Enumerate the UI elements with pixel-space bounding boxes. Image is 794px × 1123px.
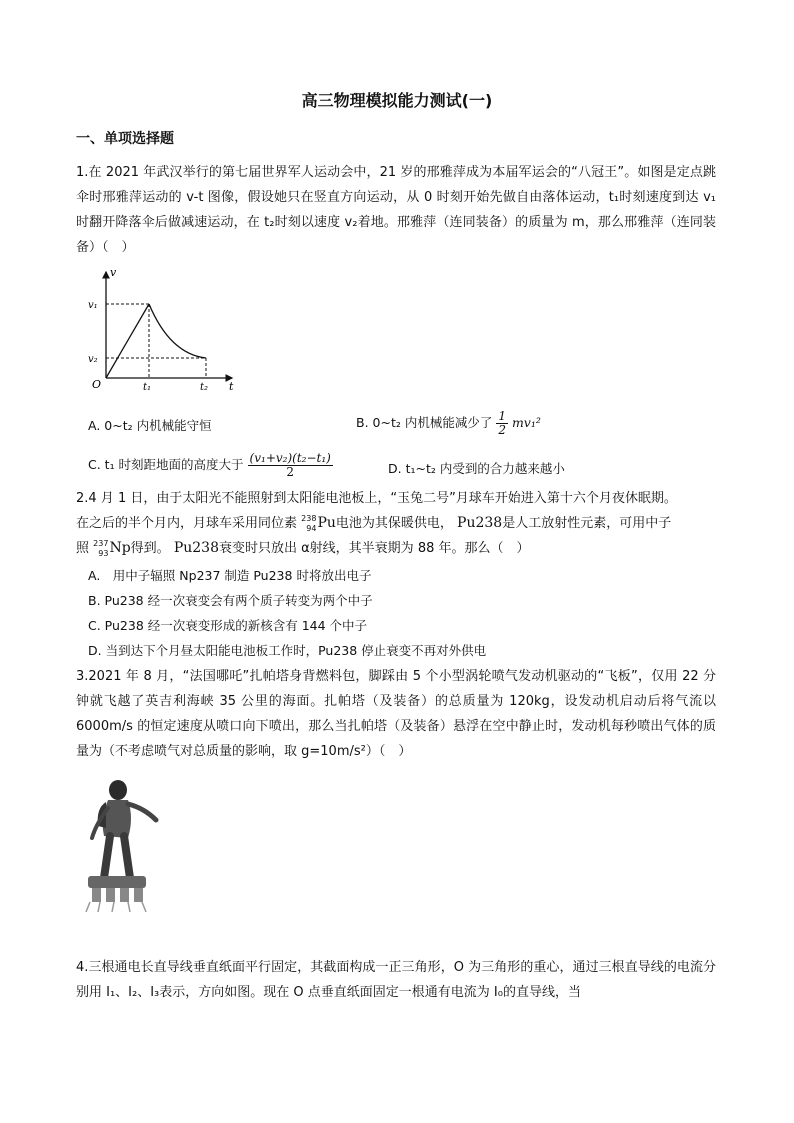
q1-option-b-expr: mv₁² <box>511 415 541 430</box>
q1-option-c[interactable] <box>88 452 333 479</box>
section-heading: 一、单项选择题 <box>76 131 174 147</box>
freefall-line <box>106 304 149 378</box>
np-nuclide-numbers: 237 93 <box>93 538 109 558</box>
q1-option-b[interactable] <box>356 410 541 437</box>
question-2-line-2: 在之后的半个月内，月球车采用同位素 238 94 Pu电池为其保暖供电， Pu238是人工放射性元素，可用中子 <box>76 513 672 533</box>
pilot-arm-right <box>128 804 156 820</box>
question-2-line-1: 2.4 月 1 日，由于太阳光不能照射到太阳能电池板上，“玉兔二号”月球车开始进入第十六个月夜休眠期。 <box>76 491 677 506</box>
question-3-text: 3.2021 年 8 月，“法国哪吒”扎帕塔身背燃料包，脚踩由 5 个小型涡轮喷气发动机驱动的“飞板”，仅用 22 分钟就飞越了英吉利海峡 35 公里的海面。扎帕塔（及装备）的总质量为 120kg，设发动机启动后将气流以 6000m/s 的恒定速度从喷口向下喷出，那么当扎帕塔（及装备）悬浮在空中静止时，发动机每秒喷出气体的质量为（不考虑喷气对总质量的影响，取 g=10m/s²）（ ） <box>76 669 716 759</box>
label-t: t <box>229 380 234 392</box>
page-title: 高三物理模拟能力测试(一) <box>301 91 493 110</box>
label-v2: v₂ <box>88 354 98 365</box>
q1-option-a[interactable]: A. 0~t₂ 内机械能守恒 <box>88 418 212 433</box>
jetpack-pilot-image <box>82 778 162 914</box>
turbine-1 <box>92 888 101 902</box>
vt-graph <box>86 266 238 392</box>
question-4-text: 4.三根通电长直导线垂直纸面平行固定，其截面构成一正三角形，O 为三角形的重心，通过三根直导线的电流分别用 I₁、I₂、I₃表示，方向如图。现在 O 点垂直纸面固定一根通有电流为 I₀的直导线，当 <box>76 960 716 1000</box>
turbine-4 <box>134 888 143 902</box>
turbine-3 <box>120 888 129 902</box>
q1-option-d[interactable]: D. t₁~t₂ 内受到的合力越来越小 <box>388 461 565 476</box>
q2-option-c[interactable]: C. Pu238 经一次衰变形成的新核含有 144 个中子 <box>88 618 368 633</box>
q2-option-b[interactable]: B. Pu238 经一次衰变会有两个质子转变为两个中子 <box>88 593 373 608</box>
pilot-head <box>109 780 127 800</box>
pu-nuclide-symbol: Pu <box>317 515 336 531</box>
pu-nuclide-numbers: 238 94 <box>301 513 317 533</box>
exhaust-lines <box>86 902 146 912</box>
pilot-leg-right <box>124 836 130 878</box>
q2-option-d[interactable]: D. 当到达下个月昼太阳能电池板工作时，Pu238 停止衰变不再对外供电 <box>88 643 487 658</box>
flyboard <box>88 876 146 888</box>
label-t1: t₁ <box>143 382 152 392</box>
q1-option-b-fraction: $\frac{1}{2}$ <box>498 409 506 437</box>
np-nuclide-symbol: Np <box>109 540 131 556</box>
label-t2: t₂ <box>200 382 209 392</box>
label-origin: O <box>92 378 102 391</box>
q1-option-b-prefix: B. 0~t₂ 内机械能减少了 <box>356 415 493 430</box>
pilot-leg-left <box>104 836 110 878</box>
label-v1: v₁ <box>88 300 98 311</box>
question-2-line-3: 照 237 93 Np得到。 Pu238衰变时只放出 α射线，其半衰期为 88 年。那么（ ） <box>76 538 530 558</box>
question-1-text: 1.在 2021 年武汉举行的第七届世界军人运动会中，21 岁的邢雅萍成为本届军运会的“八冠王”。如图是定点跳伞时邢雅萍运动的 v-t 图像，假设她只在竖直方向运动，从 0 时刻开始先做自由落体运动，t₁时刻速度到达 v₁时翻开降落伞后做减速运动，在 t₂时刻以速度 v₂着地。邢雅萍（连同装备）的质量为 m，那么邢雅萍（连同装备）（ ） <box>76 165 716 255</box>
label-v: v <box>110 266 117 279</box>
q1-option-c-fraction: $\frac{\text{(v₁+v₂)(t₂−t₁)}}{2}$ <box>249 451 331 479</box>
deceleration-curve <box>149 304 206 358</box>
turbine-2 <box>106 888 115 902</box>
q1-option-c-prefix: C. t₁ 时刻距地面的高度大于 <box>88 457 244 472</box>
q2-option-a[interactable]: A. 用中子辐照 Np237 制造 Pu238 时将放出电子 <box>88 568 372 583</box>
